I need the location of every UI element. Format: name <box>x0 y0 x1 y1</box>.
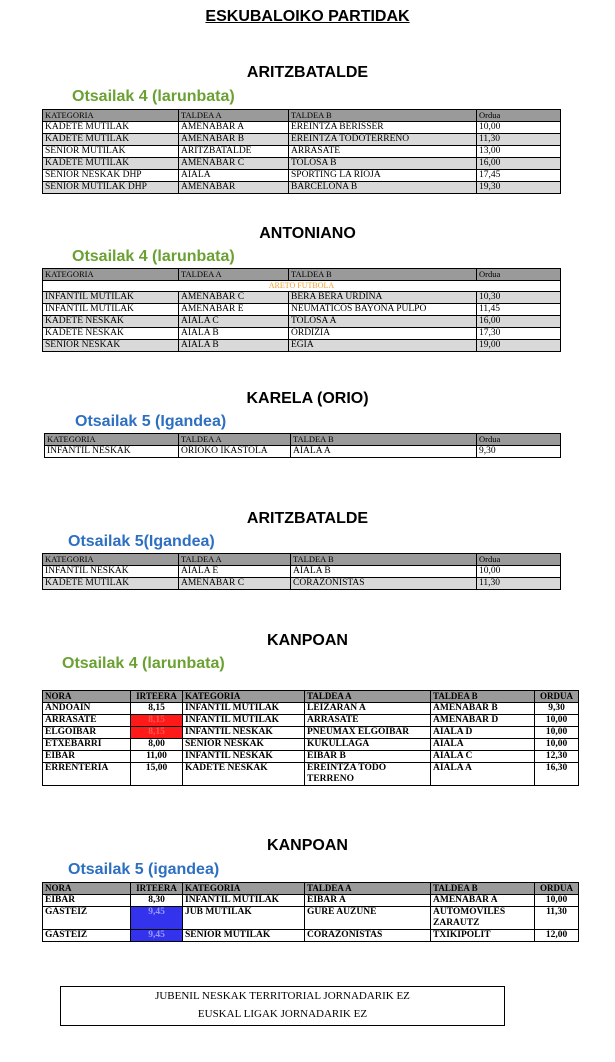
team-a-cell: AMENABAR A <box>179 122 289 134</box>
destination-cell: ETXEBARRI <box>43 739 131 751</box>
team-a-cell: EIBAR A <box>305 895 431 907</box>
team-b-cell: AIALA C <box>431 751 535 763</box>
table-row <box>43 907 579 930</box>
destination-cell: EIBAR <box>43 895 131 907</box>
venue-heading: ARITZBATALDE <box>246 510 369 527</box>
table-header-row <box>43 110 561 122</box>
header-cell: TALDEA B <box>289 269 477 281</box>
header-cell: TALDEA B <box>291 554 477 566</box>
venue-heading: KANPOAN <box>267 837 348 854</box>
category-cell: SENIOR NESKAK DHP <box>43 170 179 182</box>
table-row <box>43 763 579 786</box>
team-a-cell: ARITZBATALDE <box>179 146 289 158</box>
table-subheader-row <box>43 281 561 292</box>
team-b-cell: AMENABAR B <box>431 703 535 715</box>
team-a-cell: AMENABAR <box>179 182 289 194</box>
category-cell: SENIOR MUTILAK <box>183 930 305 942</box>
time-cell: 12,30 <box>535 751 579 763</box>
header-cell: NORA <box>43 883 131 895</box>
team-a-cell: AMENABAR C <box>179 578 291 590</box>
departure-cell: 8,15 <box>131 703 183 715</box>
departure-cell: 8,00 <box>131 739 183 751</box>
destination-cell: GASTEIZ <box>43 930 131 942</box>
note-line: JUBENIL NESKAK TERRITORIAL JORNADARIK EZ <box>155 990 410 1002</box>
table-row <box>43 158 561 170</box>
table-header-row <box>43 269 561 281</box>
page-title: ESKUBALOIKO PARTIDAK <box>205 8 410 25</box>
category-cell: INFANTIL NESKAK <box>183 727 305 739</box>
destination-cell: ANDOAIN <box>43 703 131 715</box>
team-a-cell: EREINTZA TODO TERRENO <box>305 763 431 786</box>
header-cell: TALDEA B <box>289 110 477 122</box>
team-a-cell: AMENABAR C <box>179 292 289 304</box>
table-row <box>43 316 561 328</box>
team-b-cell: TOLOSA B <box>289 158 477 170</box>
header-cell: TALDEA A <box>179 554 291 566</box>
table-row <box>43 715 579 727</box>
time-cell: 16,00 <box>477 316 561 328</box>
time-cell: 10,00 <box>477 566 561 578</box>
header-cell: TALDEA A <box>179 110 289 122</box>
team-b-cell: BARCELONA B <box>289 182 477 194</box>
subheader-cell: ARETO FUTBOLA <box>43 281 561 292</box>
header-cell: KATEGORIA <box>45 434 179 446</box>
team-a-cell: AMENABAR C <box>179 158 289 170</box>
category-cell: INFANTIL MUTILAK <box>43 304 179 316</box>
header-cell: TALDEA A <box>305 883 431 895</box>
destination-cell: ARRASATE <box>43 715 131 727</box>
team-a-cell: AMENABAR B <box>179 134 289 146</box>
header-cell: TALDEA B <box>431 691 535 703</box>
category-cell: KADETE MUTILAK <box>43 578 179 590</box>
category-cell: SENIOR MUTILAK <box>43 146 179 158</box>
time-cell: 16,30 <box>535 763 579 786</box>
table-row <box>43 122 561 134</box>
time-cell: 16,00 <box>477 158 561 170</box>
header-cell: TALDEA B <box>291 434 477 446</box>
table-header-row <box>43 883 579 895</box>
away-schedule-table <box>42 882 579 942</box>
category-cell: SENIOR MUTILAK DHP <box>43 182 179 194</box>
header-cell: Ordua <box>477 110 561 122</box>
time-cell: 10,00 <box>535 895 579 907</box>
time-cell: 10,00 <box>535 727 579 739</box>
note-line: EUSKAL LIGAK JORNADARIK EZ <box>197 1008 368 1020</box>
time-cell: 19,30 <box>477 182 561 194</box>
team-b-cell: AUTOMOVILES ZARAUTZ <box>431 907 535 930</box>
table-row <box>43 727 579 739</box>
header-cell: KATEGORIA <box>43 554 179 566</box>
team-b-cell: ARRASATE <box>289 146 477 158</box>
table-row <box>43 930 579 942</box>
table-row <box>43 578 561 590</box>
time-cell: 10,00 <box>535 715 579 727</box>
date-heading: Otsailak 4 (larunbata) <box>62 655 225 672</box>
header-cell: TALDEA A <box>305 691 431 703</box>
table-row <box>43 134 561 146</box>
departure-cell-highlighted: 9,45 <box>131 930 183 942</box>
table-header-row <box>43 554 561 566</box>
header-cell: TALDEA A <box>179 269 289 281</box>
team-a-cell: AIALA E <box>179 566 291 578</box>
schedule-table <box>42 268 561 352</box>
date-heading: Otsailak 5 (Igandea) <box>75 413 227 430</box>
table-row <box>43 304 561 316</box>
team-b-cell: AMENABAR D <box>431 715 535 727</box>
away-schedule-table <box>42 690 579 786</box>
destination-cell: EIBAR <box>43 751 131 763</box>
table-row <box>43 895 579 907</box>
team-b-cell: AIALA B <box>291 566 477 578</box>
category-cell: KADETE MUTILAK <box>43 122 179 134</box>
venue-heading: KANPOAN <box>267 632 348 649</box>
team-b-cell: ORDIZIA <box>289 328 477 340</box>
date-heading: Otsailak 5 (igandea) <box>68 861 220 878</box>
header-cell: Ordua <box>477 434 561 446</box>
category-cell: KADETE NESKAK <box>43 328 179 340</box>
departure-cell-highlighted: 8,15 <box>131 715 183 727</box>
date-heading: Otsailak 4 (larunbata) <box>72 248 235 265</box>
category-cell: INFANTIL NESKAK <box>45 446 179 458</box>
team-a-cell: ARRASATE <box>305 715 431 727</box>
team-b-cell: EGIA <box>289 340 477 352</box>
table-row <box>43 182 561 194</box>
header-cell: KATEGORIA <box>183 883 305 895</box>
time-cell: 12,00 <box>535 930 579 942</box>
team-b-cell: EREINTZA TODOTERRENO <box>289 134 477 146</box>
header-cell: TALDEA B <box>431 883 535 895</box>
time-cell: 11,30 <box>477 578 561 590</box>
time-cell: 11,30 <box>477 134 561 146</box>
time-cell: 13,00 <box>477 146 561 158</box>
table-row <box>43 340 561 352</box>
table-row <box>43 170 561 182</box>
category-cell: INFANTIL MUTILAK <box>183 895 305 907</box>
category-cell: INFANTIL NESKAK <box>43 566 179 578</box>
table-header-row <box>43 691 579 703</box>
header-cell: KATEGORIA <box>183 691 305 703</box>
team-b-cell: AIALA D <box>431 727 535 739</box>
time-cell: 10,30 <box>477 292 561 304</box>
venue-heading: ARITZBATALDE <box>246 64 369 81</box>
team-a-cell: AIALA B <box>179 340 289 352</box>
team-a-cell: AIALA <box>179 170 289 182</box>
table-row <box>43 328 561 340</box>
category-cell: SENIOR NESKAK <box>183 739 305 751</box>
schedule-table <box>42 553 561 590</box>
header-cell: IRTEERA <box>131 883 183 895</box>
team-a-cell: KUKULLAGA <box>305 739 431 751</box>
time-cell: 17,45 <box>477 170 561 182</box>
team-a-cell: EIBAR B <box>305 751 431 763</box>
team-a-cell: AMENABAR E <box>179 304 289 316</box>
header-cell: NORA <box>43 691 131 703</box>
date-heading: Otsailak 4 (larunbata) <box>72 88 235 105</box>
venue-heading: KARELA (ORIO) <box>246 390 369 407</box>
team-b-cell: TOLOSA A <box>289 316 477 328</box>
date-heading: Otsailak 5(Igandea) <box>68 533 215 550</box>
category-cell: KADETE NESKAK <box>43 316 179 328</box>
destination-cell: ELGOIBAR <box>43 727 131 739</box>
category-cell: SENIOR NESKAK <box>43 340 179 352</box>
departure-cell: 15,00 <box>131 763 183 786</box>
header-cell: Ordua <box>477 554 561 566</box>
category-cell: JUB MUTILAK <box>183 907 305 930</box>
header-cell: KATEGORIA <box>43 110 179 122</box>
departure-cell-highlighted: 8,15 <box>131 727 183 739</box>
team-a-cell: AIALA B <box>179 328 289 340</box>
destination-cell: ERRENTERIA <box>43 763 131 786</box>
header-cell: IRTEERA <box>131 691 183 703</box>
category-cell: INFANTIL NESKAK <box>183 751 305 763</box>
team-b-cell: AIALA <box>431 739 535 751</box>
category-cell: INFANTIL MUTILAK <box>43 292 179 304</box>
venue-heading: ANTONIANO <box>259 225 356 242</box>
team-b-cell: NEUMATICOS BAYONA PULPO <box>289 304 477 316</box>
team-b-cell: TXIKIPOLIT <box>431 930 535 942</box>
team-b-cell: SPORTING LA RIOJA <box>289 170 477 182</box>
table-row <box>43 292 561 304</box>
header-cell: KATEGORIA <box>43 269 179 281</box>
departure-cell: 11,00 <box>131 751 183 763</box>
table-row <box>43 751 579 763</box>
team-a-cell: GURE AUZUNE <box>305 907 431 930</box>
header-cell: ORDUA <box>535 883 579 895</box>
schedule-table <box>42 109 561 194</box>
header-cell: TALDEA A <box>179 434 291 446</box>
team-a-cell: CORAZONISTAS <box>305 930 431 942</box>
note-box <box>60 986 505 1026</box>
table-row <box>43 739 579 751</box>
time-cell: 11,30 <box>535 907 579 930</box>
time-cell: 10,00 <box>535 739 579 751</box>
time-cell: 17,30 <box>477 328 561 340</box>
category-cell: INFANTIL MUTILAK <box>183 715 305 727</box>
time-cell: 19,00 <box>477 340 561 352</box>
table-row <box>43 146 561 158</box>
header-cell: Ordua <box>477 269 561 281</box>
category-cell: KADETE MUTILAK <box>43 134 179 146</box>
table-row <box>45 446 561 458</box>
schedule-table <box>44 433 561 458</box>
team-b-cell: AMENABAR A <box>431 895 535 907</box>
header-cell: ORDUA <box>535 691 579 703</box>
team-a-cell: ORIOKO IKASTOLA <box>179 446 291 458</box>
category-cell: KADETE MUTILAK <box>43 158 179 170</box>
time-cell: 9,30 <box>535 703 579 715</box>
departure-cell: 8,30 <box>131 895 183 907</box>
team-a-cell: LEIZARAN A <box>305 703 431 715</box>
category-cell: INFANTIL MUTILAK <box>183 703 305 715</box>
time-cell: 11,45 <box>477 304 561 316</box>
team-b-cell: AIALA A <box>431 763 535 786</box>
team-a-cell: PNEUMAX ELGOIBAR <box>305 727 431 739</box>
departure-cell-highlighted: 9,45 <box>131 907 183 930</box>
table-header-row <box>45 434 561 446</box>
table-row <box>43 566 561 578</box>
category-cell: KADETE NESKAK <box>183 763 305 786</box>
team-b-cell: EREINTZA BERISSER <box>289 122 477 134</box>
team-b-cell: BERA BERA URDINA <box>289 292 477 304</box>
table-row <box>43 703 579 715</box>
team-b-cell: AIALA A <box>291 446 477 458</box>
destination-cell: GASTEIZ <box>43 907 131 930</box>
time-cell: 9,30 <box>477 446 561 458</box>
time-cell: 10,00 <box>477 122 561 134</box>
team-a-cell: AIALA C <box>179 316 289 328</box>
team-b-cell: CORAZONISTAS <box>291 578 477 590</box>
